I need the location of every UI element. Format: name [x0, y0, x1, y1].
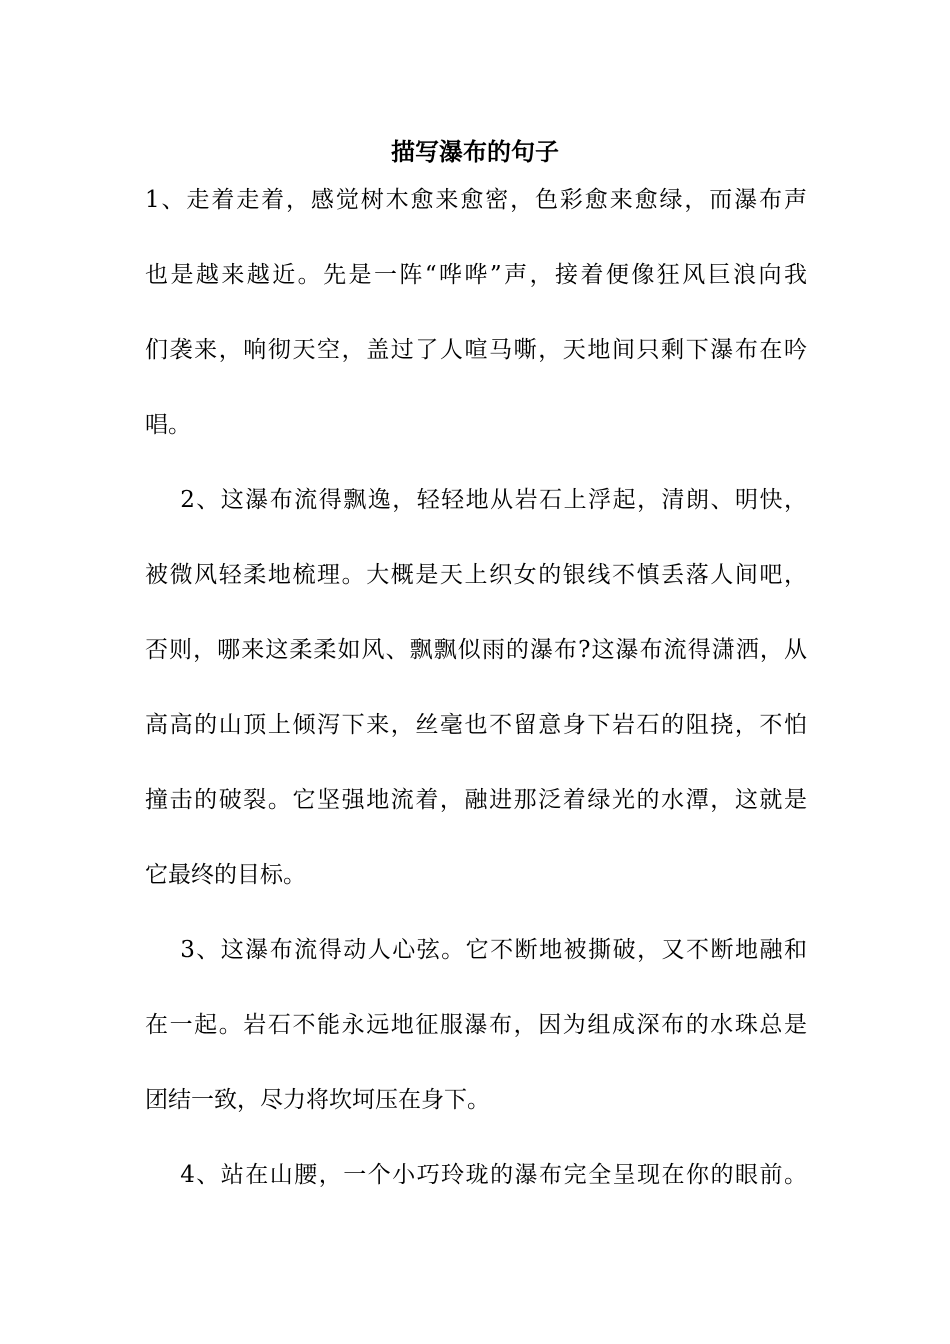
text-line: 3、这瀑布流得动人心弦。它不断地被撕破，又不断地融和	[145, 937, 807, 963]
text-line: 们袭来，响彻天空，盖过了人喧马嘶，天地间只剩下瀑布在吟	[145, 337, 807, 363]
text-line: 2、这瀑布流得飘逸，轻轻地从岩石上浮起，清朗、明快，	[145, 487, 807, 513]
text-line: 它最终的目标。	[145, 862, 306, 888]
text-line: 4、站在山腰，一个小巧玲珑的瀑布完全呈现在你的眼前。	[145, 1162, 807, 1188]
text-line: 被微风轻柔地梳理。大概是天上织女的银线不慎丢落人间吧，	[145, 562, 807, 588]
text-line: 1、走着走着，感觉树木愈来愈密，色彩愈来愈绿，而瀑布声	[145, 187, 807, 213]
text-line: 唱。	[145, 412, 191, 438]
text-line: 团结一致，尽力将坎坷压在身下。	[145, 1087, 490, 1113]
text-line: 撞击的破裂。它坚强地流着，融进那泛着绿光的水潭，这就是	[145, 787, 807, 813]
text-line: 在一起。岩石不能永远地征服瀑布，因为组成深布的水珠总是	[145, 1012, 807, 1038]
text-line: 高高的山顶上倾泻下来，丝毫也不留意身下岩石的阻挠，不怕	[145, 712, 807, 738]
document-title: 描写瀑布的句子	[391, 138, 559, 166]
text-line: 否则，哪来这柔柔如风、飘飘似雨的瀑布?这瀑布流得潇洒，从	[145, 637, 807, 663]
text-line: 也是越来越近。先是一阵“哗哗”声，接着便像狂风巨浪向我	[145, 262, 807, 288]
